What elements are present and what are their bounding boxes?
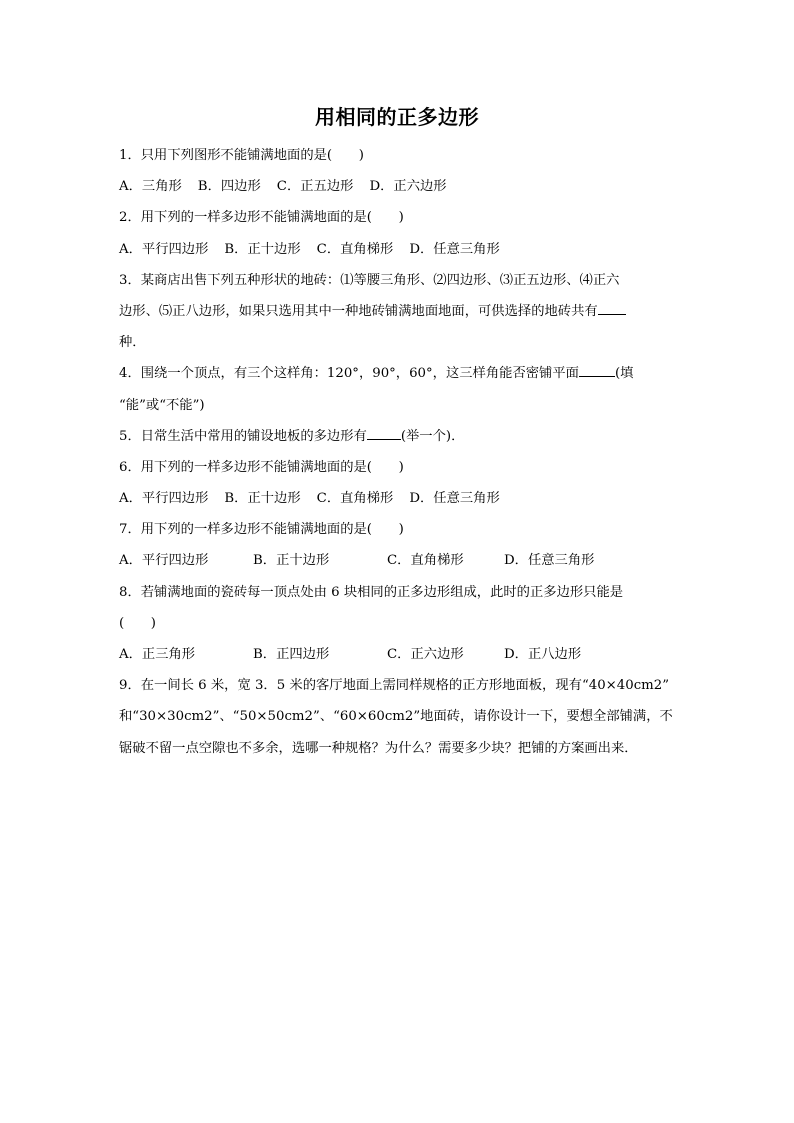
q5-stem-start: 5．日常生活中常用的铺设地板的多边形有 (119, 428, 367, 444)
q5-stem (119, 421, 659, 452)
q6-options (119, 483, 659, 514)
q7-option-c: C．直角梯形 (387, 553, 464, 569)
q6-option-a: A．平行四边形 (119, 491, 209, 507)
q5-stem-end: (举一个)． (400, 428, 465, 444)
q1-options (119, 171, 659, 202)
q2-stem: 2．用下列的一样多边形不能铺满地面的是( ) (119, 210, 404, 226)
q2-option-a: A．平行四边形 (119, 241, 209, 257)
q8-line-1: 8．若铺满地面的瓷砖每一顶点处由 6 块相同的正多边形组成，此时的正多边形只能是 (119, 584, 624, 600)
q8-options (119, 639, 659, 670)
q7-option-b: B．正十边形 (253, 553, 330, 569)
q4-line-2: “能”或“不能”) (119, 397, 205, 413)
q8-option-a: A．正三角形 (119, 647, 196, 662)
q2-option-b: B．正十边形 (224, 241, 301, 257)
q7-options (119, 545, 659, 576)
q6-option-c: C．直角梯形 (316, 491, 394, 507)
q8-option-d: D．正八边形 (504, 647, 582, 662)
q9-line-2: 和“30×30cm2”、“50×50cm2”、“60×60cm2”地面砖，请你设计一下，要想全部铺满，不 (119, 709, 673, 725)
q6-option-b: B．正十边形 (224, 491, 301, 507)
q2-option-c: C．直角梯形 (316, 241, 394, 257)
question-list (119, 140, 673, 764)
q1-option-a: A．三角形 (119, 179, 182, 195)
q1-option-b: B．四边形 (197, 179, 261, 195)
q1-option-c: C．正五边形 (276, 179, 354, 195)
q3-line-1: 3．某商店出售下列五种形状的地砖：⑴等腰三角形、⑵四边形、⑶正五边形、⑷正六 (119, 272, 620, 288)
q8-line-2: ( ) (119, 615, 156, 631)
q4-line-1 (119, 358, 659, 389)
q9-line-3: 锯破不留一点空隙也不多余，选哪一种规格？为什么？需要多少块？把铺的方案画出来． (119, 740, 638, 756)
q9-line-1: 9．在一间长 6 米，宽 3．5 米的客厅地面上需同样规格的正方形地面板，现有“40×40cm2” (119, 678, 670, 694)
q7-option-a: A．平行四边形 (119, 553, 209, 569)
q7-stem: 7．用下列的一样多边形不能铺满地面的是( ) (119, 522, 404, 538)
q2-options (119, 234, 659, 265)
q4-line-1-text: 4．围绕一个顶点，有三个这样角：120°，90°，60°，这三样角能否密铺平面 (119, 366, 579, 382)
q2-option-d: D．任意三角形 (409, 241, 500, 257)
q6-option-d: D．任意三角形 (409, 491, 500, 507)
q4-answer-blank[interactable] (579, 375, 615, 377)
q3-line-2 (119, 296, 659, 327)
q7-option-d: D．任意三角形 (504, 553, 595, 569)
page-title: 用相同的正多边形 (315, 105, 479, 129)
q6-stem: 6．用下列的一样多边形不能铺满地面的是( ) (119, 459, 404, 475)
q1-option-d: D．正六边形 (369, 179, 447, 195)
q4-line-1-end: (填 (614, 366, 634, 382)
q3-line-2-text: 边形、⑸正八边形，如果只选用其中一种地砖铺满地面地面，可供选择的地砖共有 (119, 303, 598, 319)
q1-stem: 1．只用下列图形不能铺满地面的是( ) (119, 148, 364, 163)
q3-line-3: 种． (119, 335, 146, 351)
q5-answer-blank[interactable] (367, 438, 401, 440)
q8-option-b: B．正四边形 (253, 647, 330, 662)
q3-answer-blank[interactable] (598, 313, 626, 315)
q8-option-c: C．正六边形 (387, 647, 464, 662)
